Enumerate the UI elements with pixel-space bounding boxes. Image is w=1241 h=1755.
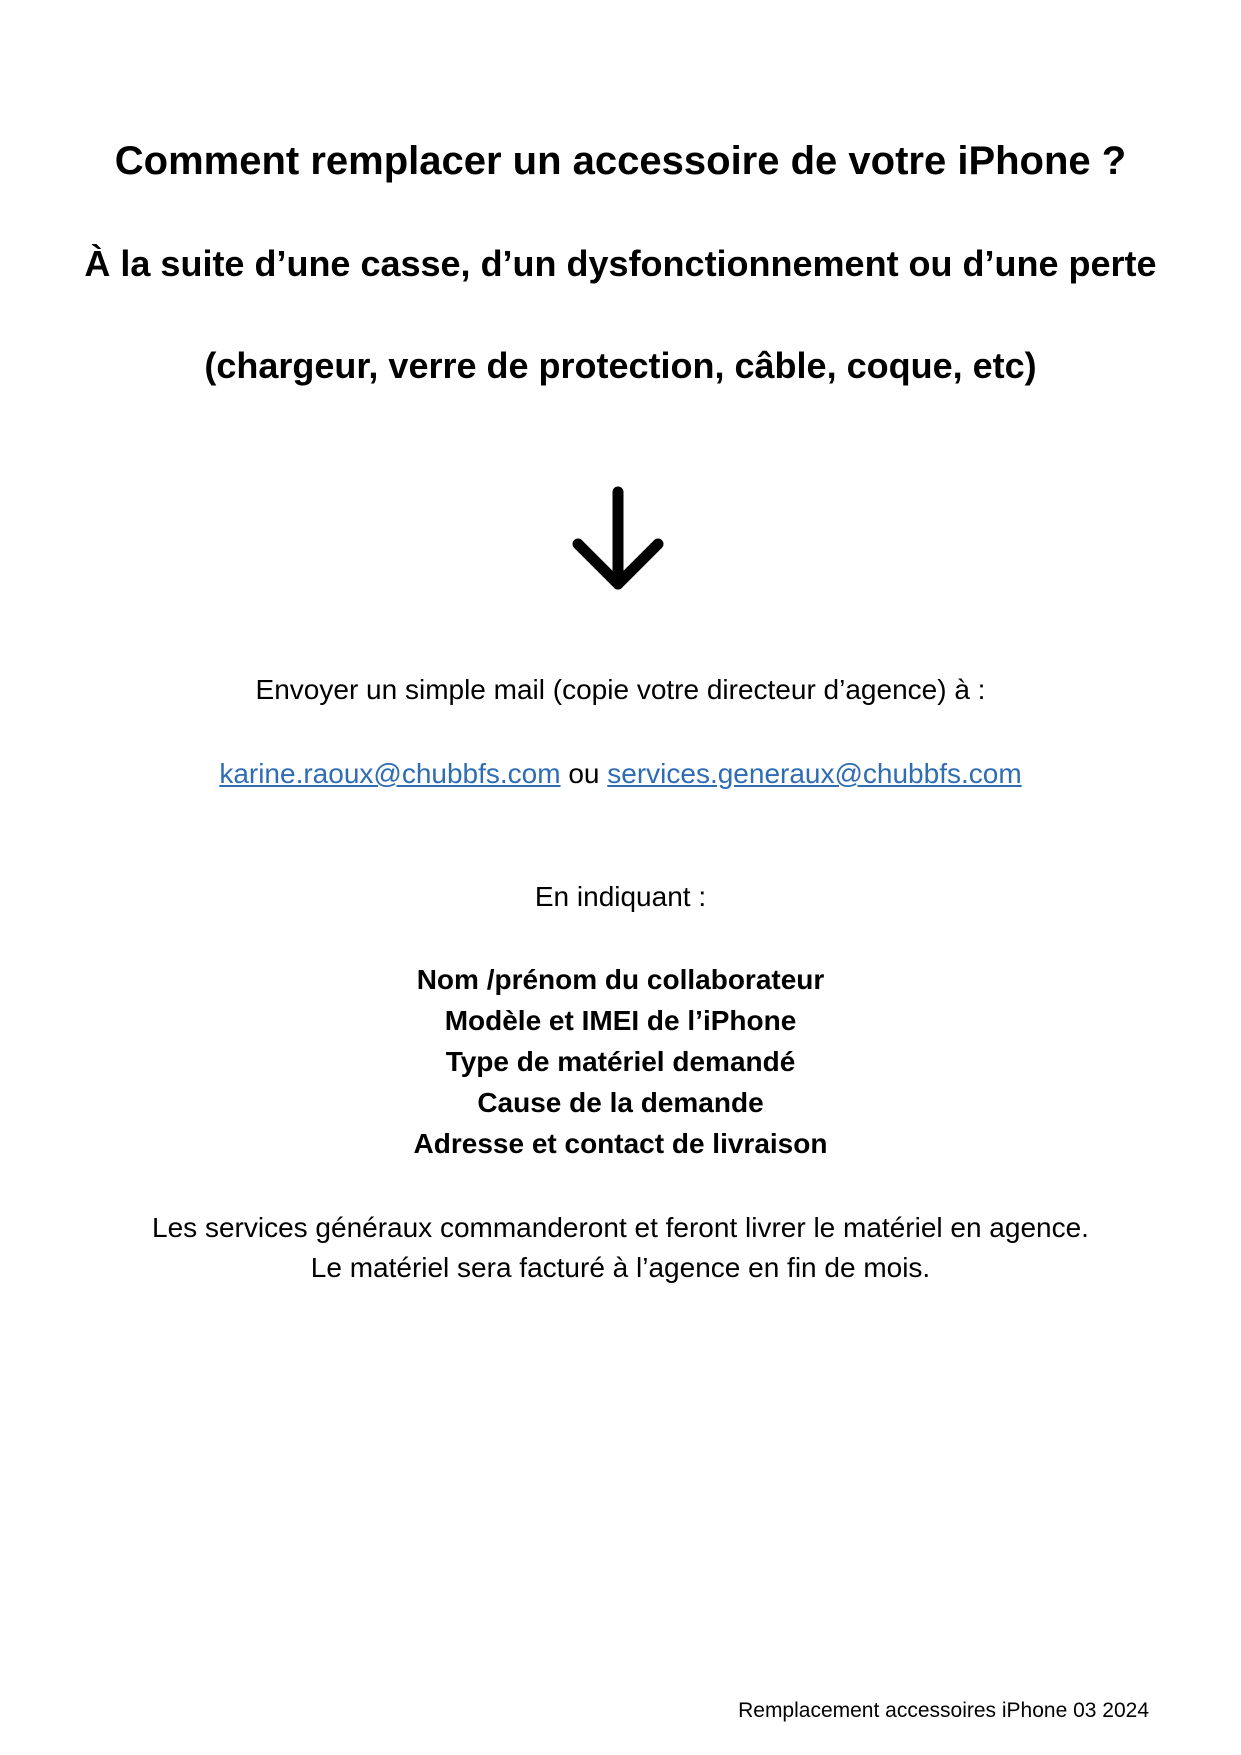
page-footer: Remplacement accessoires iPhone 03 2024 <box>738 1699 1149 1722</box>
email-link-secondary[interactable]: services.generaux@chubbfs.com <box>607 758 1022 789</box>
accessory-examples: (chargeur, verre de protection, câble, coque, etc) <box>204 345 1037 386</box>
required-field-item: Modèle et IMEI de l’iPhone <box>444 1005 797 1036</box>
email-line <box>0 756 1241 792</box>
required-field-item: Type de matériel demandé <box>445 1046 796 1077</box>
required-fields-list <box>0 959 1241 1164</box>
email-separator: ou <box>560 758 608 789</box>
email-link-primary[interactable]: karine.raoux@chubbfs.com <box>219 758 561 789</box>
required-field-item: Nom /prénom du collaborateur <box>416 964 825 995</box>
closing-line: Les services généraux commanderont et feront livrer le matériel en agence. <box>152 1212 1089 1243</box>
closing-line: Le matériel sera facturé à l’agence en fin de mois. <box>310 1252 931 1283</box>
closing-paragraph <box>0 1208 1241 1288</box>
indicating-label: En indiquant : <box>534 881 707 912</box>
page-title: Comment remplacer un accessoire de votre iPhone ? <box>114 139 1127 183</box>
required-field-item: Adresse et contact de livraison <box>413 1128 828 1159</box>
required-field-item: Cause de la demande <box>477 1087 764 1118</box>
instruction-text: Envoyer un simple mail (copie votre directeur d’agence) à : <box>255 674 986 705</box>
page-subtitle: À la suite d’une casse, d’un dysfonctionnement ou d’une perte <box>84 243 1157 284</box>
arrow-down-icon <box>570 486 666 594</box>
